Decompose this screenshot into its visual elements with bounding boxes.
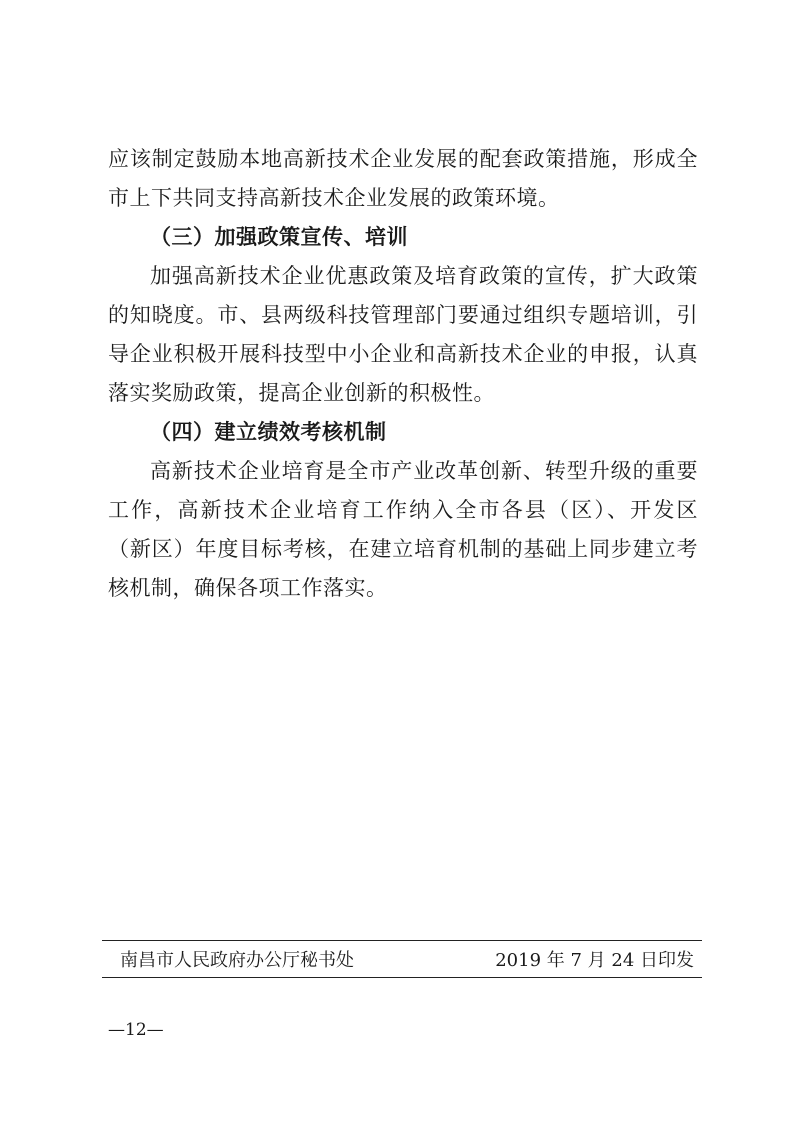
document-body (108, 140, 698, 608)
paragraph-policy-promotion: 加强高新技术企业优惠政策及培育政策的宣传，扩大政策的知晓度。市、县两级科技管理部门要通过组织专题培训，引导企业积极开展科技型中小企业和高新技术企业的申报，认真落实奖励政策，提高企业创新的积极性。 (108, 264, 698, 405)
paragraph-performance-assessment: 高新技术企业培育是全市产业改革创新、转型升级的重要工作，高新技术企业培育工作纳入全市各县（区）、开发区（新区）年度目标考核，在建立培育机制的基础上同步建立考核机制，确保各项工作落实。 (108, 459, 698, 600)
paragraph-continuation: 应该制定鼓励本地高新技术企业发展的配套政策措施，形成全市上下共同支持高新技术企业发展的政策环境。 (108, 147, 698, 210)
section-heading-4: （四）建立绩效考核机制 (150, 420, 387, 444)
issuer-name: 南昌市人民政府办公厅秘书处 (120, 950, 354, 971)
issue-date: 2019 年 7 月 24 日印发 (495, 950, 694, 971)
section-heading-3: （三）加强政策宣传、培训 (150, 225, 408, 249)
page-number: —12— (108, 1020, 164, 1040)
footer-bottom-rule (102, 977, 702, 978)
issuance-footer (102, 943, 702, 975)
footer-top-rule (102, 940, 702, 941)
